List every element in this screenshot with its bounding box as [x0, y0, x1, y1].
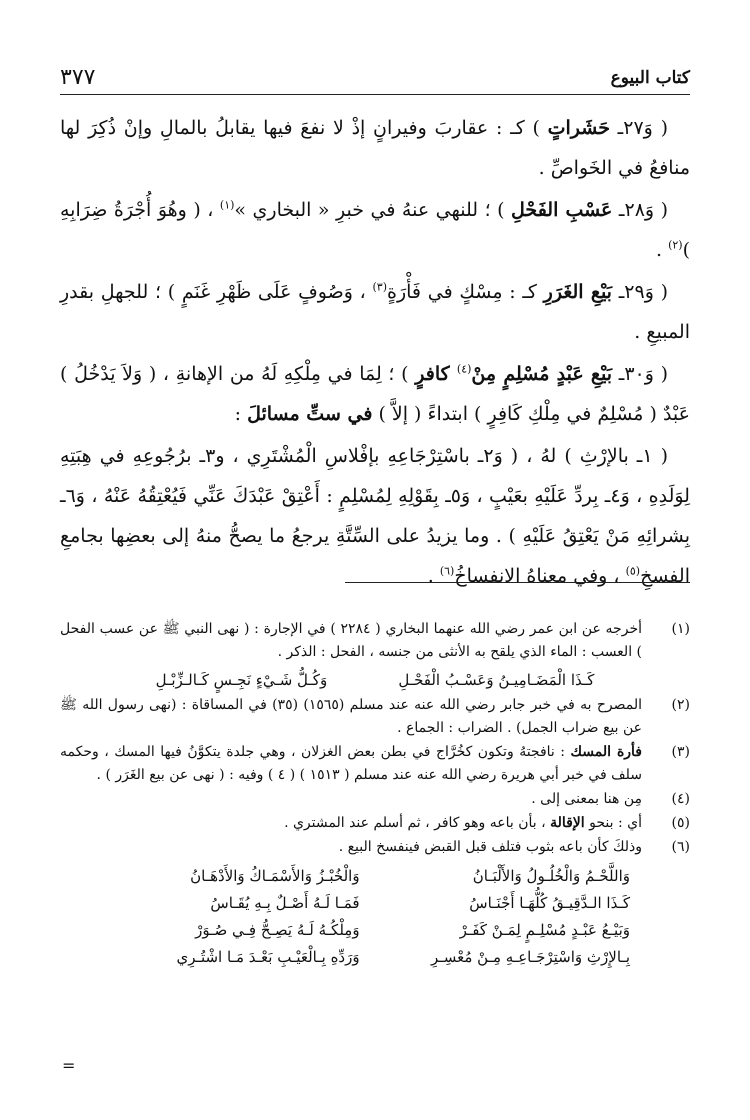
- footnotes: [60, 618, 690, 971]
- book-title: كتاب البيوع: [610, 68, 690, 88]
- footnote-3: (٣) فأرة المسك : نافجتهُ وتكون كخُرَّاج في بطن بعض الغزلان ، وهي جلدة يتكوَّنُ فيها المسك ، وحكمه سلف في خبر أبي هريرة رضي الله عنه عند مسلم ( ١٥١٣ ) ( ٤ ) وفيه : ( نهى عن بيع الغَرَر ) .: [60, 741, 690, 787]
- footnote-4: (٤) مِن هنا بمعنى إلى .: [60, 788, 690, 811]
- paragraph-28: ( وَ٢٨ـ عَسْبِ الفَحْلِ ) ؛ للنهي عنهُ في خبرِ « البخاري »$^{(١)}$ ، ( وهُوَ أُجْرَةُ ضِرَابِهِ )$^{(٢)}$ .: [60, 198, 690, 261]
- footnote-ref: (٤): [456, 362, 472, 376]
- page-number: ٣٧٧: [60, 65, 96, 90]
- footnote-ref: (٥): [625, 564, 641, 578]
- verse-line: وَاللَّحْـمُ وَالْخُلُـولُ وَالأَلْبَـانُ وَالْخُبْـزُ وَالأَسْمَـاكُ وَالأَدْهَـانُ: [190, 867, 630, 885]
- footnote-number: (١): [671, 621, 690, 637]
- footnote-number: (٣): [671, 744, 690, 760]
- keyword: بَيْعِ عَبْدٍ مُسْلِمٍ مِنْ: [471, 363, 613, 385]
- main-text: [60, 108, 690, 598]
- paragraph-27: ( وَ٢٧ـ حَشَراتٍ ) كـ : عقاربَ وفيرانٍ إذْ لا نفعَ فيها يقابلُ بالمالِ وإنْ ذُكِرَ لها منافعُ في الخَواصِّ .: [60, 117, 690, 179]
- verse-line: [60, 665, 690, 694]
- footnote-divider: [345, 582, 690, 583]
- footnote-ref: (٦): [439, 564, 455, 578]
- keyword: كافرٍ: [415, 363, 457, 385]
- footnote-number: (٥): [671, 815, 690, 831]
- paragraph-six-cases: ( ١ـ بالإرْثِ ) لهُ ، ( وَ٢ـ باسْتِرْجَاعِهِ بإفْلاسِ الْمُشْتَرِي ، و٣ـ برُجُوعِهِ في هِبَتِهِ لِوَلَدِهِ ، وَ٤ـ بِردِّ عَلَيْهِ بعَيْبٍ ، وَ٥ـ بِقَوْلِهِ لِمُسْلِمٍ : أَعْتِقْ عَبْدَكَ عَنِّي فَيُعْتِقُهُ عَنْهُ ، وَ٦ـ بِشرائِهِ مَنْ يَعْتِقُ عَلَيْهِ ) . وما يزيدُ على السِّتَّةِ يرجعُ ما يصحُّ منهُ إلى بعضِها بجامعِ الفسخِ$^{(٥)}$ ، وفي معناهُ الانفساخُ$^{(٦)}$ .: [60, 445, 690, 587]
- verse-line: وَبَيْـعُ عَبْـدٍ مُسْلِـمٍ لِمَـنْ كَفَـرْ وَمِلْكُـهُ لَـهُ يَصِـحُّ فِـي صُـوَرْ: [195, 921, 630, 939]
- verse-line: بِـالإِرْثِ وَاسْتِرْجَـاعِـهِ مِـنْ مُعْسِـرِ وَرَدِّهِ بِـالْعَيْـبِ بَعْـدَ مَـا اشْتُـرِي: [176, 948, 630, 966]
- footnote-ref: (٣): [372, 280, 388, 294]
- footnote-number: (٦): [671, 839, 690, 855]
- footnote-5: (٥) أي : بنحو الإقالة ، بأن باعه وهو كافر ، ثم أسلم عند المشتري .: [60, 812, 690, 835]
- keyword: عَسْبِ الفَحْلِ: [511, 199, 613, 221]
- footnote-ref: (١): [219, 198, 235, 212]
- footnote-2: (٢) المصرح به في خبر جابر رضي الله عنه عند مسلم (١٥٦٥) (٣٥) في المساقاة : (نهى رسول الله ﷺ عن بيع ضراب الجمل) . الضراب : الجماع .: [60, 694, 690, 740]
- footnote-ref: (٢): [668, 238, 683, 252]
- keyword: في ستِّ مسائلَ: [247, 403, 373, 425]
- continuation-mark: =: [62, 1056, 76, 1075]
- footnote-number: (٢): [671, 697, 690, 713]
- verse-line: كَـذَا الـدَّقِيـقُ كُلُّهَـا أَجْنَـاسُ فَمَـا لَـهُ أَصْـلٌ بِـهِ يُقَـاسُ: [210, 894, 630, 912]
- keyword: بَيْعِ الغَرَرِ: [543, 281, 612, 303]
- paragraph-30: ( وَ٣٠ـ بَيْعِ عَبْدٍ مُسْلِمٍ مِنْ$^{(٤)}$ كافرٍ ) ؛ لِمَا في مِلْكِهِ لَهُ من الإهانةِ ، ( وَلاَ يَدْخُلُ ) عَبْدٌ ( مُسْلِمٌ في مِلْكِ كَافِرٍ ) ابتداءً ( إلاَّ ) في ستِّ مسائلَ :: [60, 362, 690, 425]
- verse-left-hemistich: وَكُـلُّ شَـيْءٍ نَجِـسٍ كَـالـزِّبْـلِ: [155, 671, 328, 689]
- paragraph-29: ( وَ٢٩ـ بَيْعِ الغَرَرِ كـ : مِسْكٍ في فَأْرَةٍ$^{(٣)}$ ، وَصُوفٍ عَلَى ظَهْرِ غَنَمٍ ) ؛ للجهلِ بقدرِ المبيعِ .: [60, 280, 690, 343]
- keyword: حَشَراتٍ: [547, 117, 610, 139]
- footnote-1: (١) أخرجه عن ابن عمر رضي الله عنهما البخاري ( ٢٢٨٤ ) في الإجارة : ( نهى النبي ﷺ عن عسب الفحل ) العسب : الماء الذي يلقح به الأنثى من جنسه ، الفحل : الذكر .: [60, 618, 690, 664]
- verse-right-hemistich: كَـذَا الْمَضَـامِيـنُ وَعَسْـبُ الْفَحْـلِ: [398, 671, 595, 689]
- verse-block: [60, 863, 690, 971]
- footnote-6: (٦) وذلكَ كأن باعه بثوب فتلف قبل القبض فينفسخ البيع .: [60, 836, 690, 859]
- footnote-number: (٤): [671, 791, 690, 807]
- page-header: [60, 60, 690, 95]
